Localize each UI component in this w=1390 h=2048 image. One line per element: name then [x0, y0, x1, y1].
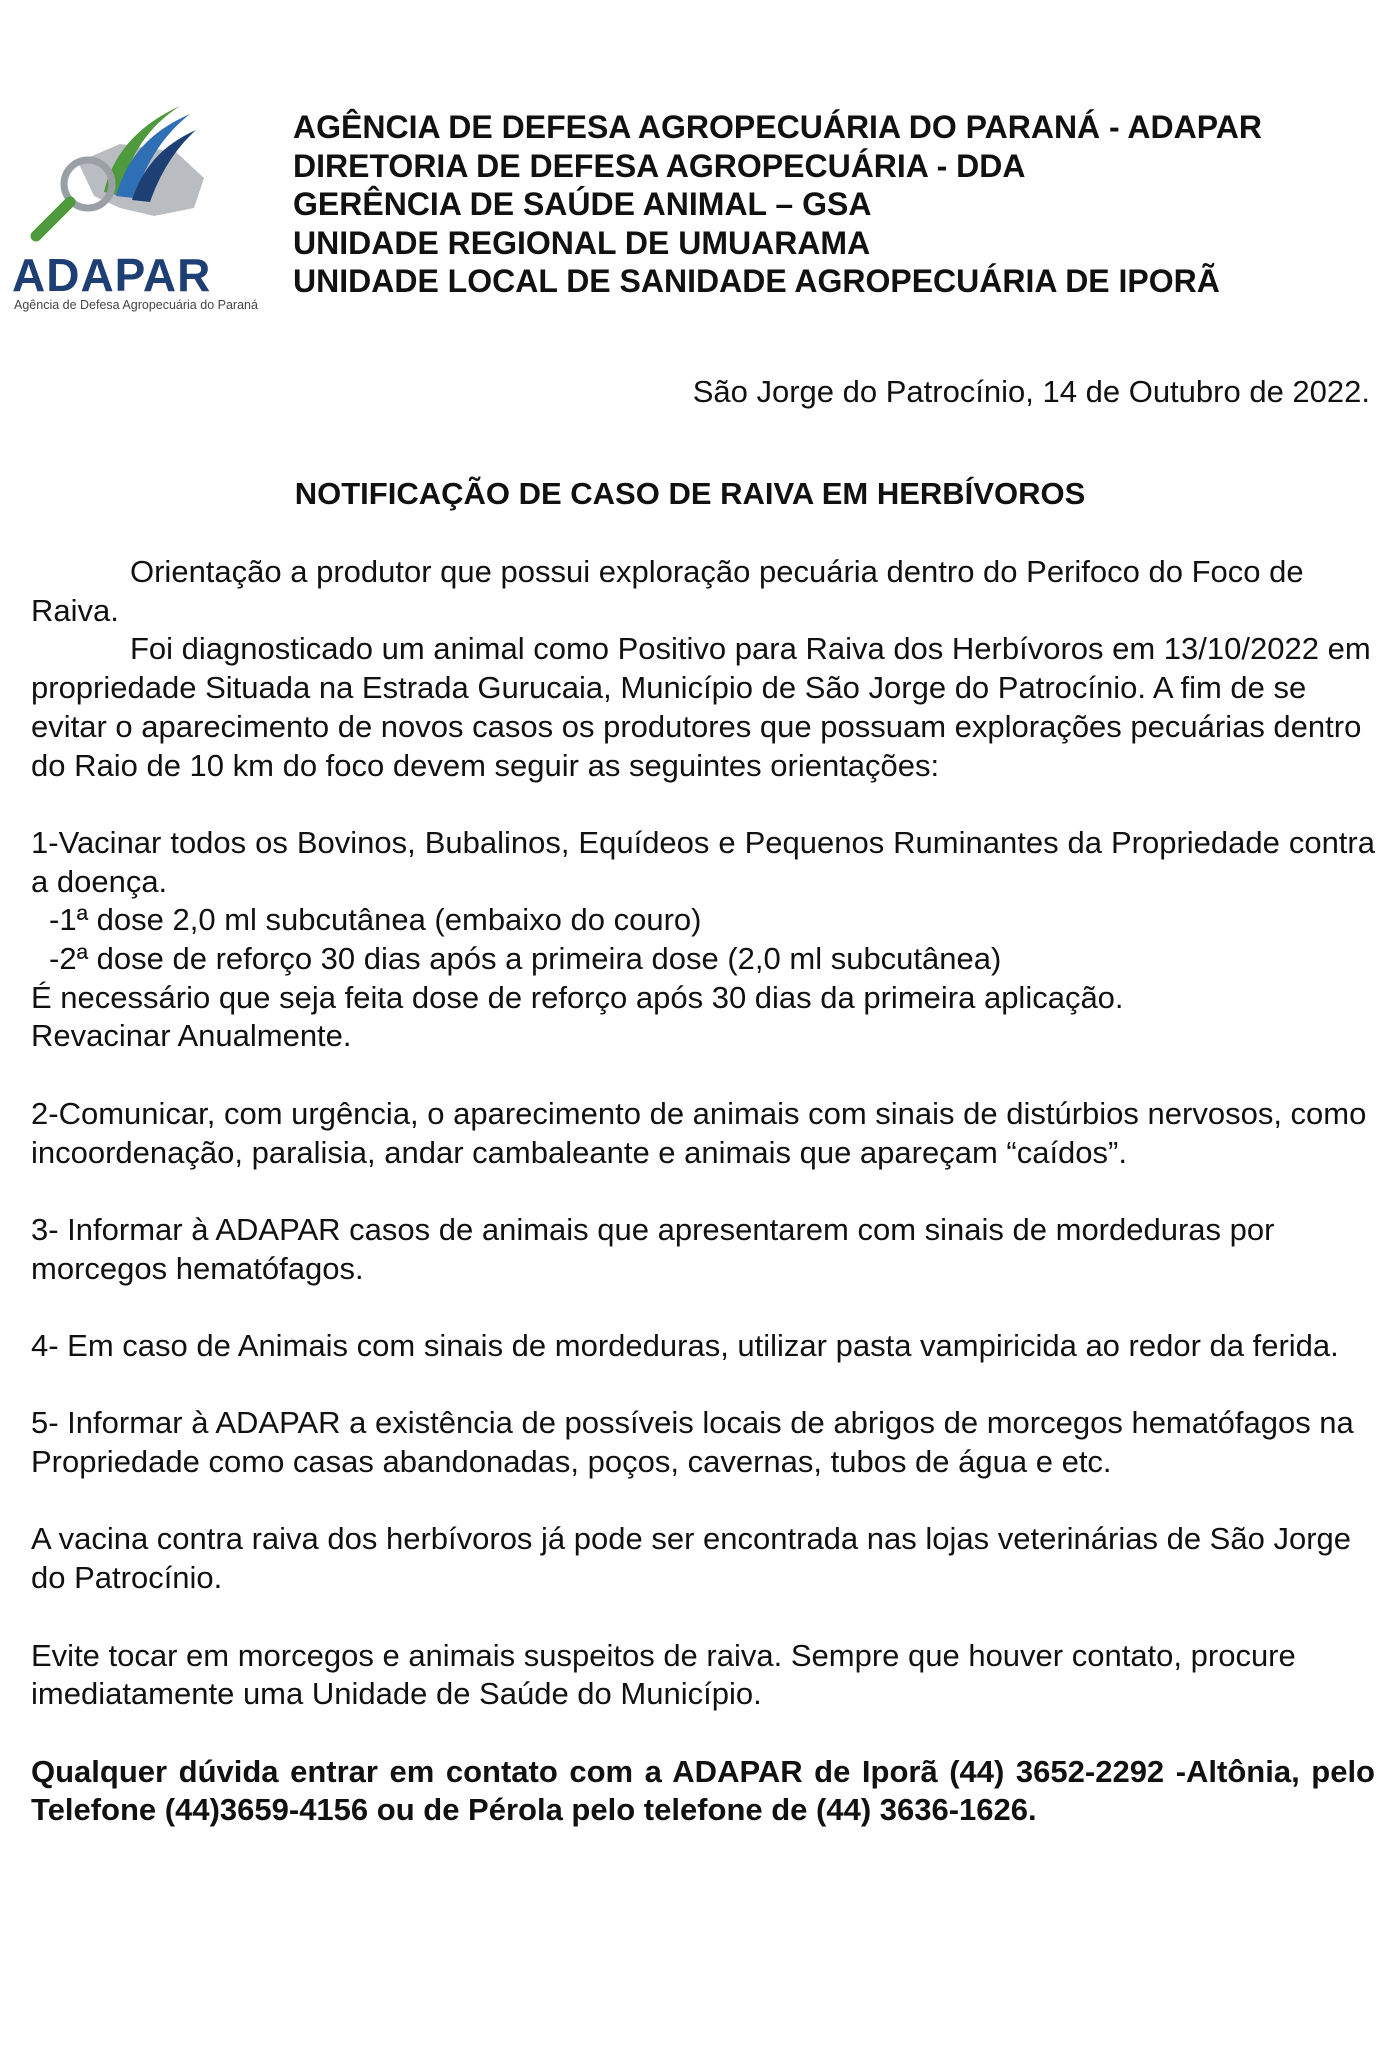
vaccine-note: A vacina contra raiva dos herbívoros já pode ser encontrada nas lojas veterinárias de São Jorge do Patrocínio.	[31, 1521, 1351, 1596]
document-title: NOTIFICAÇÃO DE CASO DE RAIVA EM HERBÍVOROS	[294, 476, 1086, 511]
item-4-text: 4- Em caso de Animais com sinais de mordeduras, utilizar pasta vampiricida ao redor da ferida.	[31, 1328, 1339, 1363]
item-5-text: 5- Informar à ADAPAR a existência de possíveis locais de abrigos de morcegos hematófagos na Propriedade como casas abandonadas, poços, cavernas, tubos de água e etc.	[31, 1405, 1354, 1480]
item-1-text: 1-Vacinar todos os Bovinos, Bubalinos, Equídeos e Pequenos Ruminantes da Propriedade contra a doença.	[31, 824, 1375, 899]
item-1-dose-2: -2ª dose de reforço 30 dias após a primeira dose (2,0 ml subcutânea)	[49, 941, 1002, 977]
header-line: AGÊNCIA DE DEFESA AGROPECUÁRIA DO PARANÁ - ADAPAR	[293, 109, 1262, 145]
agency-header	[293, 108, 1353, 301]
item-1-dose-1: -1ª dose 2,0 ml subcutânea (embaixo do couro)	[49, 902, 702, 938]
header-line: DIRETORIA DE DEFESA AGROPECUÁRIA - DDA	[293, 147, 1026, 184]
logo-wordmark: ADAPAR	[12, 249, 212, 301]
item-3-text: 3- Informar à ADAPAR casos de animais que apresentarem com sinais de mordeduras por morcegos hematófagos.	[31, 1211, 1275, 1286]
contact-info: Qualquer dúvida entrar em contato com a ADAPAR de Iporã (44) 3652-2292 -Altônia, pelo Telefone (44)3659-4156 ou de Pérola pelo telefone de (44) 3636-1626.	[31, 1753, 1375, 1828]
document-date: São Jorge do Patrocínio, 14 de Outubro de 2022.	[692, 374, 1370, 409]
header-line: GERÊNCIA DE SAÚDE ANIMAL – GSA	[293, 186, 872, 222]
magnifier-map-icon	[8, 100, 248, 250]
intro-paragraph: Orientação a produtor que possui exploração pecuária dentro do Perifoco do Foco de Raiva.	[31, 554, 1304, 628]
item-1-annual: Revacinar Anualmente.	[31, 1018, 352, 1054]
adapar-logo	[8, 100, 258, 315]
logo-tagline: Agência de Defesa Agropecuária do Paraná	[14, 298, 258, 312]
header-line: UNIDADE LOCAL DE SANIDADE AGROPECUÁRIA DE IPORÃ	[293, 263, 1220, 299]
intro-paragraph: Foi diagnosticado um animal como Positivo para Raiva dos Herbívoros em 13/10/2022 em propriedade Situada na Estrada Gurucaia, Município de São Jorge do Patrocínio. A fim de se evitar o aparecimento de novos casos os produtores que possuam explorações pecuárias dentro do Raio de 10 km do foco devem seguir as seguintes orientações:	[31, 631, 1371, 783]
item-2-text: 2-Comunicar, com urgência, o aparecimento de animais com sinais de distúrbios nervosos, como incoordenação, paralisia, andar cambaleante e animais que apareçam “caídos”.	[31, 1095, 1367, 1170]
contact-warning: Evite tocar em morcegos e animais suspeitos de raiva. Sempre que houver contato, procure imediatamente uma Unidade de Saúde do Município.	[31, 1637, 1296, 1712]
header-line: UNIDADE REGIONAL DE UMUARAMA	[293, 224, 871, 261]
document-body	[31, 553, 1375, 1830]
item-1-note: É necessário que seja feita dose de reforço após 30 dias da primeira aplicação.	[31, 979, 1124, 1015]
